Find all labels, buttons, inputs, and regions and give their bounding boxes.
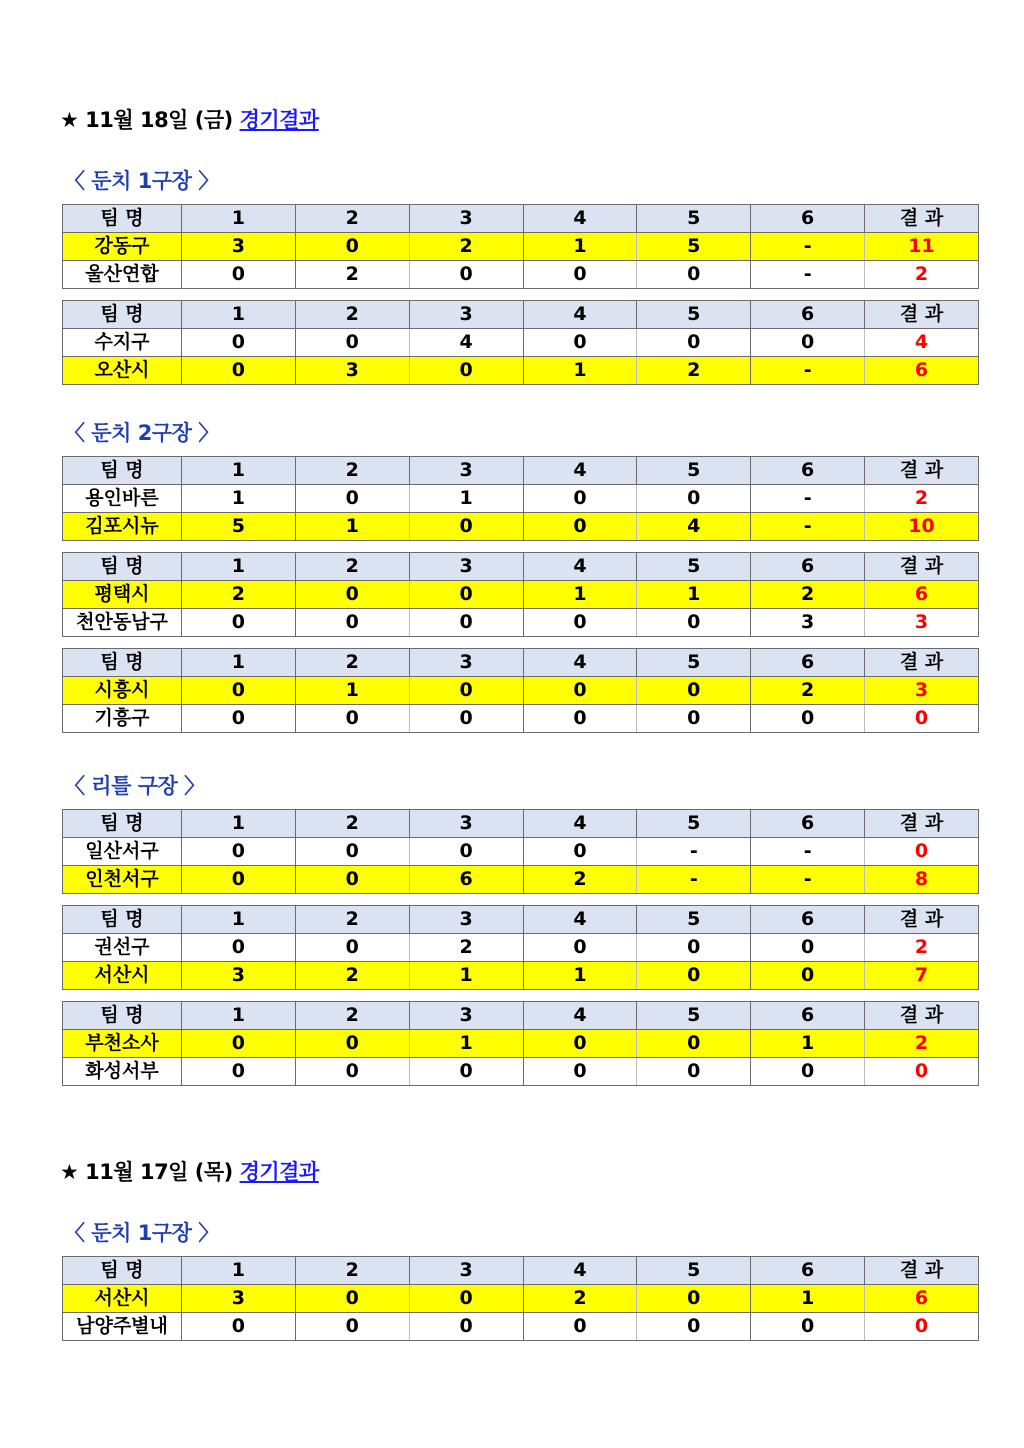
inning-score: 1 <box>409 485 523 513</box>
inning-score: - <box>637 866 751 894</box>
header-inning: 5 <box>637 649 751 677</box>
inning-score: 0 <box>637 677 751 705</box>
inning-score: - <box>751 261 865 289</box>
total-score: 6 <box>865 581 979 609</box>
team-name: 천안동남구 <box>63 609 182 637</box>
inning-score: 0 <box>295 1058 409 1086</box>
day-title: ★ 11월 18일 (금) <box>60 108 240 132</box>
inning-score: 0 <box>182 261 296 289</box>
inning-score: 0 <box>409 609 523 637</box>
header-inning: 5 <box>637 1257 751 1285</box>
team-row <box>63 233 979 261</box>
inning-score: 0 <box>182 609 296 637</box>
team-row <box>63 838 979 866</box>
inning-score: 2 <box>751 581 865 609</box>
header-row <box>63 906 979 934</box>
inning-score: - <box>751 513 865 541</box>
day-header <box>60 1156 319 1186</box>
day-header <box>60 104 319 134</box>
results-link[interactable]: 경기결과 <box>239 108 319 132</box>
header-inning: 4 <box>523 649 637 677</box>
inning-score: 0 <box>637 261 751 289</box>
inning-score: 0 <box>637 934 751 962</box>
inning-score: 0 <box>523 1030 637 1058</box>
inning-score: 0 <box>409 1313 523 1341</box>
total-score: 2 <box>865 485 979 513</box>
total-score: 2 <box>865 1030 979 1058</box>
header-inning: 5 <box>637 906 751 934</box>
header-result: 결 과 <box>865 649 979 677</box>
inning-score: 0 <box>182 1030 296 1058</box>
team-name: 울산연합 <box>63 261 182 289</box>
inning-score: 0 <box>182 1058 296 1086</box>
team-row <box>63 261 979 289</box>
inning-score: - <box>751 357 865 385</box>
inning-score: 0 <box>182 677 296 705</box>
header-inning: 2 <box>295 810 409 838</box>
header-inning: 1 <box>182 649 296 677</box>
header-team: 팀 명 <box>63 457 182 485</box>
inning-score: 0 <box>751 705 865 733</box>
score-table <box>62 809 979 894</box>
header-inning: 1 <box>182 906 296 934</box>
inning-score: 2 <box>409 233 523 261</box>
header-inning: 2 <box>295 1002 409 1030</box>
inning-score: 0 <box>523 1058 637 1086</box>
venue-title: 〈 둔치 1구장 〉 <box>64 1221 219 1245</box>
inning-score: 0 <box>409 261 523 289</box>
team-name: 용인바른 <box>63 485 182 513</box>
inning-score: 0 <box>295 1285 409 1313</box>
header-result: 결 과 <box>865 205 979 233</box>
inning-score: 0 <box>523 934 637 962</box>
inning-score: 0 <box>751 1058 865 1086</box>
header-result: 결 과 <box>865 553 979 581</box>
inning-score: 2 <box>637 357 751 385</box>
results-link[interactable]: 경기결과 <box>239 1160 319 1184</box>
header-result: 결 과 <box>865 457 979 485</box>
header-inning: 1 <box>182 301 296 329</box>
team-name: 시흥시 <box>63 677 182 705</box>
inning-score: 0 <box>409 677 523 705</box>
inning-score: 1 <box>523 233 637 261</box>
team-name: 기흥구 <box>63 705 182 733</box>
inning-score: 5 <box>182 513 296 541</box>
inning-score: 2 <box>409 934 523 962</box>
total-score: 0 <box>865 705 979 733</box>
inning-score: 0 <box>523 1313 637 1341</box>
team-row <box>63 934 979 962</box>
inning-score: 0 <box>295 934 409 962</box>
header-inning: 3 <box>409 1002 523 1030</box>
inning-score: 1 <box>295 677 409 705</box>
inning-score: 0 <box>523 705 637 733</box>
team-row <box>63 705 979 733</box>
header-inning: 3 <box>409 906 523 934</box>
header-inning: 4 <box>523 205 637 233</box>
header-team: 팀 명 <box>63 301 182 329</box>
total-score: 0 <box>865 838 979 866</box>
team-row <box>63 329 979 357</box>
total-score: 4 <box>865 329 979 357</box>
header-inning: 2 <box>295 1257 409 1285</box>
inning-score: 0 <box>409 1285 523 1313</box>
header-inning: 1 <box>182 553 296 581</box>
inning-score: 3 <box>182 1285 296 1313</box>
inning-score: 1 <box>637 581 751 609</box>
inning-score: 1 <box>523 962 637 990</box>
header-inning: 3 <box>409 553 523 581</box>
team-name: 화성서부 <box>63 1058 182 1086</box>
header-result: 결 과 <box>865 1002 979 1030</box>
total-score: 2 <box>865 934 979 962</box>
team-row <box>63 485 979 513</box>
inning-score: - <box>751 233 865 261</box>
header-team: 팀 명 <box>63 906 182 934</box>
header-inning: 6 <box>751 205 865 233</box>
inning-score: 0 <box>295 233 409 261</box>
score-table <box>62 1001 979 1086</box>
header-row <box>63 301 979 329</box>
inning-score: 0 <box>182 357 296 385</box>
header-inning: 6 <box>751 649 865 677</box>
team-row <box>63 1313 979 1341</box>
header-inning: 1 <box>182 457 296 485</box>
score-table <box>62 905 979 990</box>
header-inning: 5 <box>637 301 751 329</box>
inning-score: 0 <box>409 357 523 385</box>
inning-score: 4 <box>637 513 751 541</box>
header-inning: 4 <box>523 810 637 838</box>
score-table <box>62 456 979 541</box>
header-team: 팀 명 <box>63 553 182 581</box>
inning-score: 0 <box>182 1313 296 1341</box>
inning-score: 0 <box>295 581 409 609</box>
header-inning: 2 <box>295 649 409 677</box>
inning-score: 0 <box>409 581 523 609</box>
total-score: 3 <box>865 609 979 637</box>
header-row <box>63 205 979 233</box>
header-inning: 1 <box>182 1257 296 1285</box>
header-inning: 2 <box>295 457 409 485</box>
header-inning: 6 <box>751 906 865 934</box>
header-result: 결 과 <box>865 301 979 329</box>
inning-score: 0 <box>637 1030 751 1058</box>
inning-score: 0 <box>409 705 523 733</box>
header-inning: 2 <box>295 553 409 581</box>
total-score: 10 <box>865 513 979 541</box>
header-inning: 3 <box>409 457 523 485</box>
inning-score: 0 <box>182 329 296 357</box>
inning-score: 4 <box>409 329 523 357</box>
inning-score: - <box>637 838 751 866</box>
inning-score: 6 <box>409 866 523 894</box>
inning-score: 0 <box>637 329 751 357</box>
inning-score: 1 <box>182 485 296 513</box>
inning-score: 3 <box>182 233 296 261</box>
header-row <box>63 810 979 838</box>
team-name: 평택시 <box>63 581 182 609</box>
header-inning: 3 <box>409 649 523 677</box>
score-table <box>62 204 979 289</box>
header-inning: 1 <box>182 205 296 233</box>
header-team: 팀 명 <box>63 649 182 677</box>
header-inning: 6 <box>751 810 865 838</box>
total-score: 6 <box>865 357 979 385</box>
inning-score: 0 <box>295 838 409 866</box>
team-name: 오산시 <box>63 357 182 385</box>
inning-score: 0 <box>409 513 523 541</box>
inning-score: 1 <box>409 962 523 990</box>
inning-score: 2 <box>295 962 409 990</box>
team-name: 일산서구 <box>63 838 182 866</box>
inning-score: 0 <box>637 962 751 990</box>
team-row <box>63 1285 979 1313</box>
inning-score: 0 <box>295 866 409 894</box>
inning-score: 0 <box>751 962 865 990</box>
team-name: 수지구 <box>63 329 182 357</box>
inning-score: 0 <box>523 609 637 637</box>
inning-score: 0 <box>295 609 409 637</box>
header-row <box>63 1257 979 1285</box>
header-row <box>63 553 979 581</box>
team-row <box>63 513 979 541</box>
inning-score: 0 <box>295 1030 409 1058</box>
header-inning: 4 <box>523 1002 637 1030</box>
inning-score: 0 <box>523 261 637 289</box>
inning-score: 1 <box>751 1285 865 1313</box>
score-table <box>62 552 979 637</box>
inning-score: 0 <box>523 485 637 513</box>
header-team: 팀 명 <box>63 1002 182 1030</box>
total-score: 8 <box>865 866 979 894</box>
team-name: 서산시 <box>63 962 182 990</box>
header-inning: 1 <box>182 1002 296 1030</box>
header-row <box>63 649 979 677</box>
header-inning: 4 <box>523 906 637 934</box>
score-table <box>62 1256 979 1341</box>
team-name: 서산시 <box>63 1285 182 1313</box>
header-inning: 6 <box>751 457 865 485</box>
inning-score: 0 <box>295 485 409 513</box>
inning-score: 0 <box>523 513 637 541</box>
total-score: 7 <box>865 962 979 990</box>
inning-score: 0 <box>751 934 865 962</box>
team-name: 부천소사 <box>63 1030 182 1058</box>
header-inning: 5 <box>637 810 751 838</box>
team-row <box>63 962 979 990</box>
inning-score: - <box>751 838 865 866</box>
header-result: 결 과 <box>865 1257 979 1285</box>
inning-score: 3 <box>295 357 409 385</box>
team-row <box>63 581 979 609</box>
team-row <box>63 677 979 705</box>
team-name: 인천서구 <box>63 866 182 894</box>
inning-score: 3 <box>751 609 865 637</box>
inning-score: 0 <box>637 485 751 513</box>
inning-score: 0 <box>751 1313 865 1341</box>
total-score: 3 <box>865 677 979 705</box>
inning-score: 1 <box>523 357 637 385</box>
inning-score: 0 <box>182 838 296 866</box>
header-inning: 2 <box>295 205 409 233</box>
header-result: 결 과 <box>865 810 979 838</box>
inning-score: 0 <box>409 838 523 866</box>
inning-score: 2 <box>182 581 296 609</box>
inning-score: 0 <box>182 866 296 894</box>
venue-title: 〈 리틀 구장 〉 <box>64 774 205 798</box>
total-score: 11 <box>865 233 979 261</box>
total-score: 6 <box>865 1285 979 1313</box>
header-inning: 4 <box>523 457 637 485</box>
header-inning: 3 <box>409 1257 523 1285</box>
header-team: 팀 명 <box>63 810 182 838</box>
header-inning: 1 <box>182 810 296 838</box>
inning-score: - <box>751 866 865 894</box>
total-score: 2 <box>865 261 979 289</box>
inning-score: 0 <box>637 1285 751 1313</box>
header-inning: 5 <box>637 553 751 581</box>
header-team: 팀 명 <box>63 1257 182 1285</box>
team-row <box>63 866 979 894</box>
inning-score: 2 <box>751 677 865 705</box>
header-inning: 4 <box>523 553 637 581</box>
inning-score: 0 <box>409 1058 523 1086</box>
header-inning: 3 <box>409 301 523 329</box>
header-inning: 3 <box>409 205 523 233</box>
header-inning: 4 <box>523 301 637 329</box>
inning-score: 0 <box>523 838 637 866</box>
team-name: 강동구 <box>63 233 182 261</box>
score-table <box>62 300 979 385</box>
inning-score: 2 <box>295 261 409 289</box>
team-row <box>63 1030 979 1058</box>
header-inning: 5 <box>637 457 751 485</box>
inning-score: 1 <box>409 1030 523 1058</box>
inning-score: - <box>751 485 865 513</box>
header-row <box>63 457 979 485</box>
header-inning: 5 <box>637 1002 751 1030</box>
inning-score: 0 <box>295 1313 409 1341</box>
inning-score: 5 <box>637 233 751 261</box>
total-score: 0 <box>865 1058 979 1086</box>
header-inning: 2 <box>295 906 409 934</box>
header-inning: 6 <box>751 301 865 329</box>
inning-score: 3 <box>182 962 296 990</box>
inning-score: 0 <box>523 329 637 357</box>
team-name: 김포시뉴 <box>63 513 182 541</box>
inning-score: 0 <box>751 329 865 357</box>
header-inning: 6 <box>751 1257 865 1285</box>
inning-score: 0 <box>182 705 296 733</box>
inning-score: 0 <box>295 705 409 733</box>
team-row <box>63 1058 979 1086</box>
inning-score: 0 <box>295 329 409 357</box>
inning-score: 2 <box>523 1285 637 1313</box>
header-row <box>63 1002 979 1030</box>
header-result: 결 과 <box>865 906 979 934</box>
header-inning: 5 <box>637 205 751 233</box>
team-name: 권선구 <box>63 934 182 962</box>
day-title: ★ 11월 17일 (목) <box>60 1160 240 1184</box>
inning-score: 0 <box>637 1058 751 1086</box>
inning-score: 0 <box>523 677 637 705</box>
inning-score: 2 <box>523 866 637 894</box>
score-table <box>62 648 979 733</box>
total-score: 0 <box>865 1313 979 1341</box>
header-team: 팀 명 <box>63 205 182 233</box>
header-inning: 6 <box>751 553 865 581</box>
inning-score: 0 <box>182 934 296 962</box>
inning-score: 1 <box>295 513 409 541</box>
inning-score: 0 <box>637 1313 751 1341</box>
venue-title: 〈 둔치 1구장 〉 <box>64 169 219 193</box>
header-inning: 3 <box>409 810 523 838</box>
inning-score: 0 <box>637 705 751 733</box>
header-inning: 4 <box>523 1257 637 1285</box>
header-inning: 6 <box>751 1002 865 1030</box>
inning-score: 1 <box>751 1030 865 1058</box>
inning-score: 1 <box>523 581 637 609</box>
header-inning: 2 <box>295 301 409 329</box>
inning-score: 0 <box>637 609 751 637</box>
team-row <box>63 609 979 637</box>
venue-title: 〈 둔치 2구장 〉 <box>64 421 219 445</box>
team-name: 남양주별내 <box>63 1313 182 1341</box>
team-row <box>63 357 979 385</box>
